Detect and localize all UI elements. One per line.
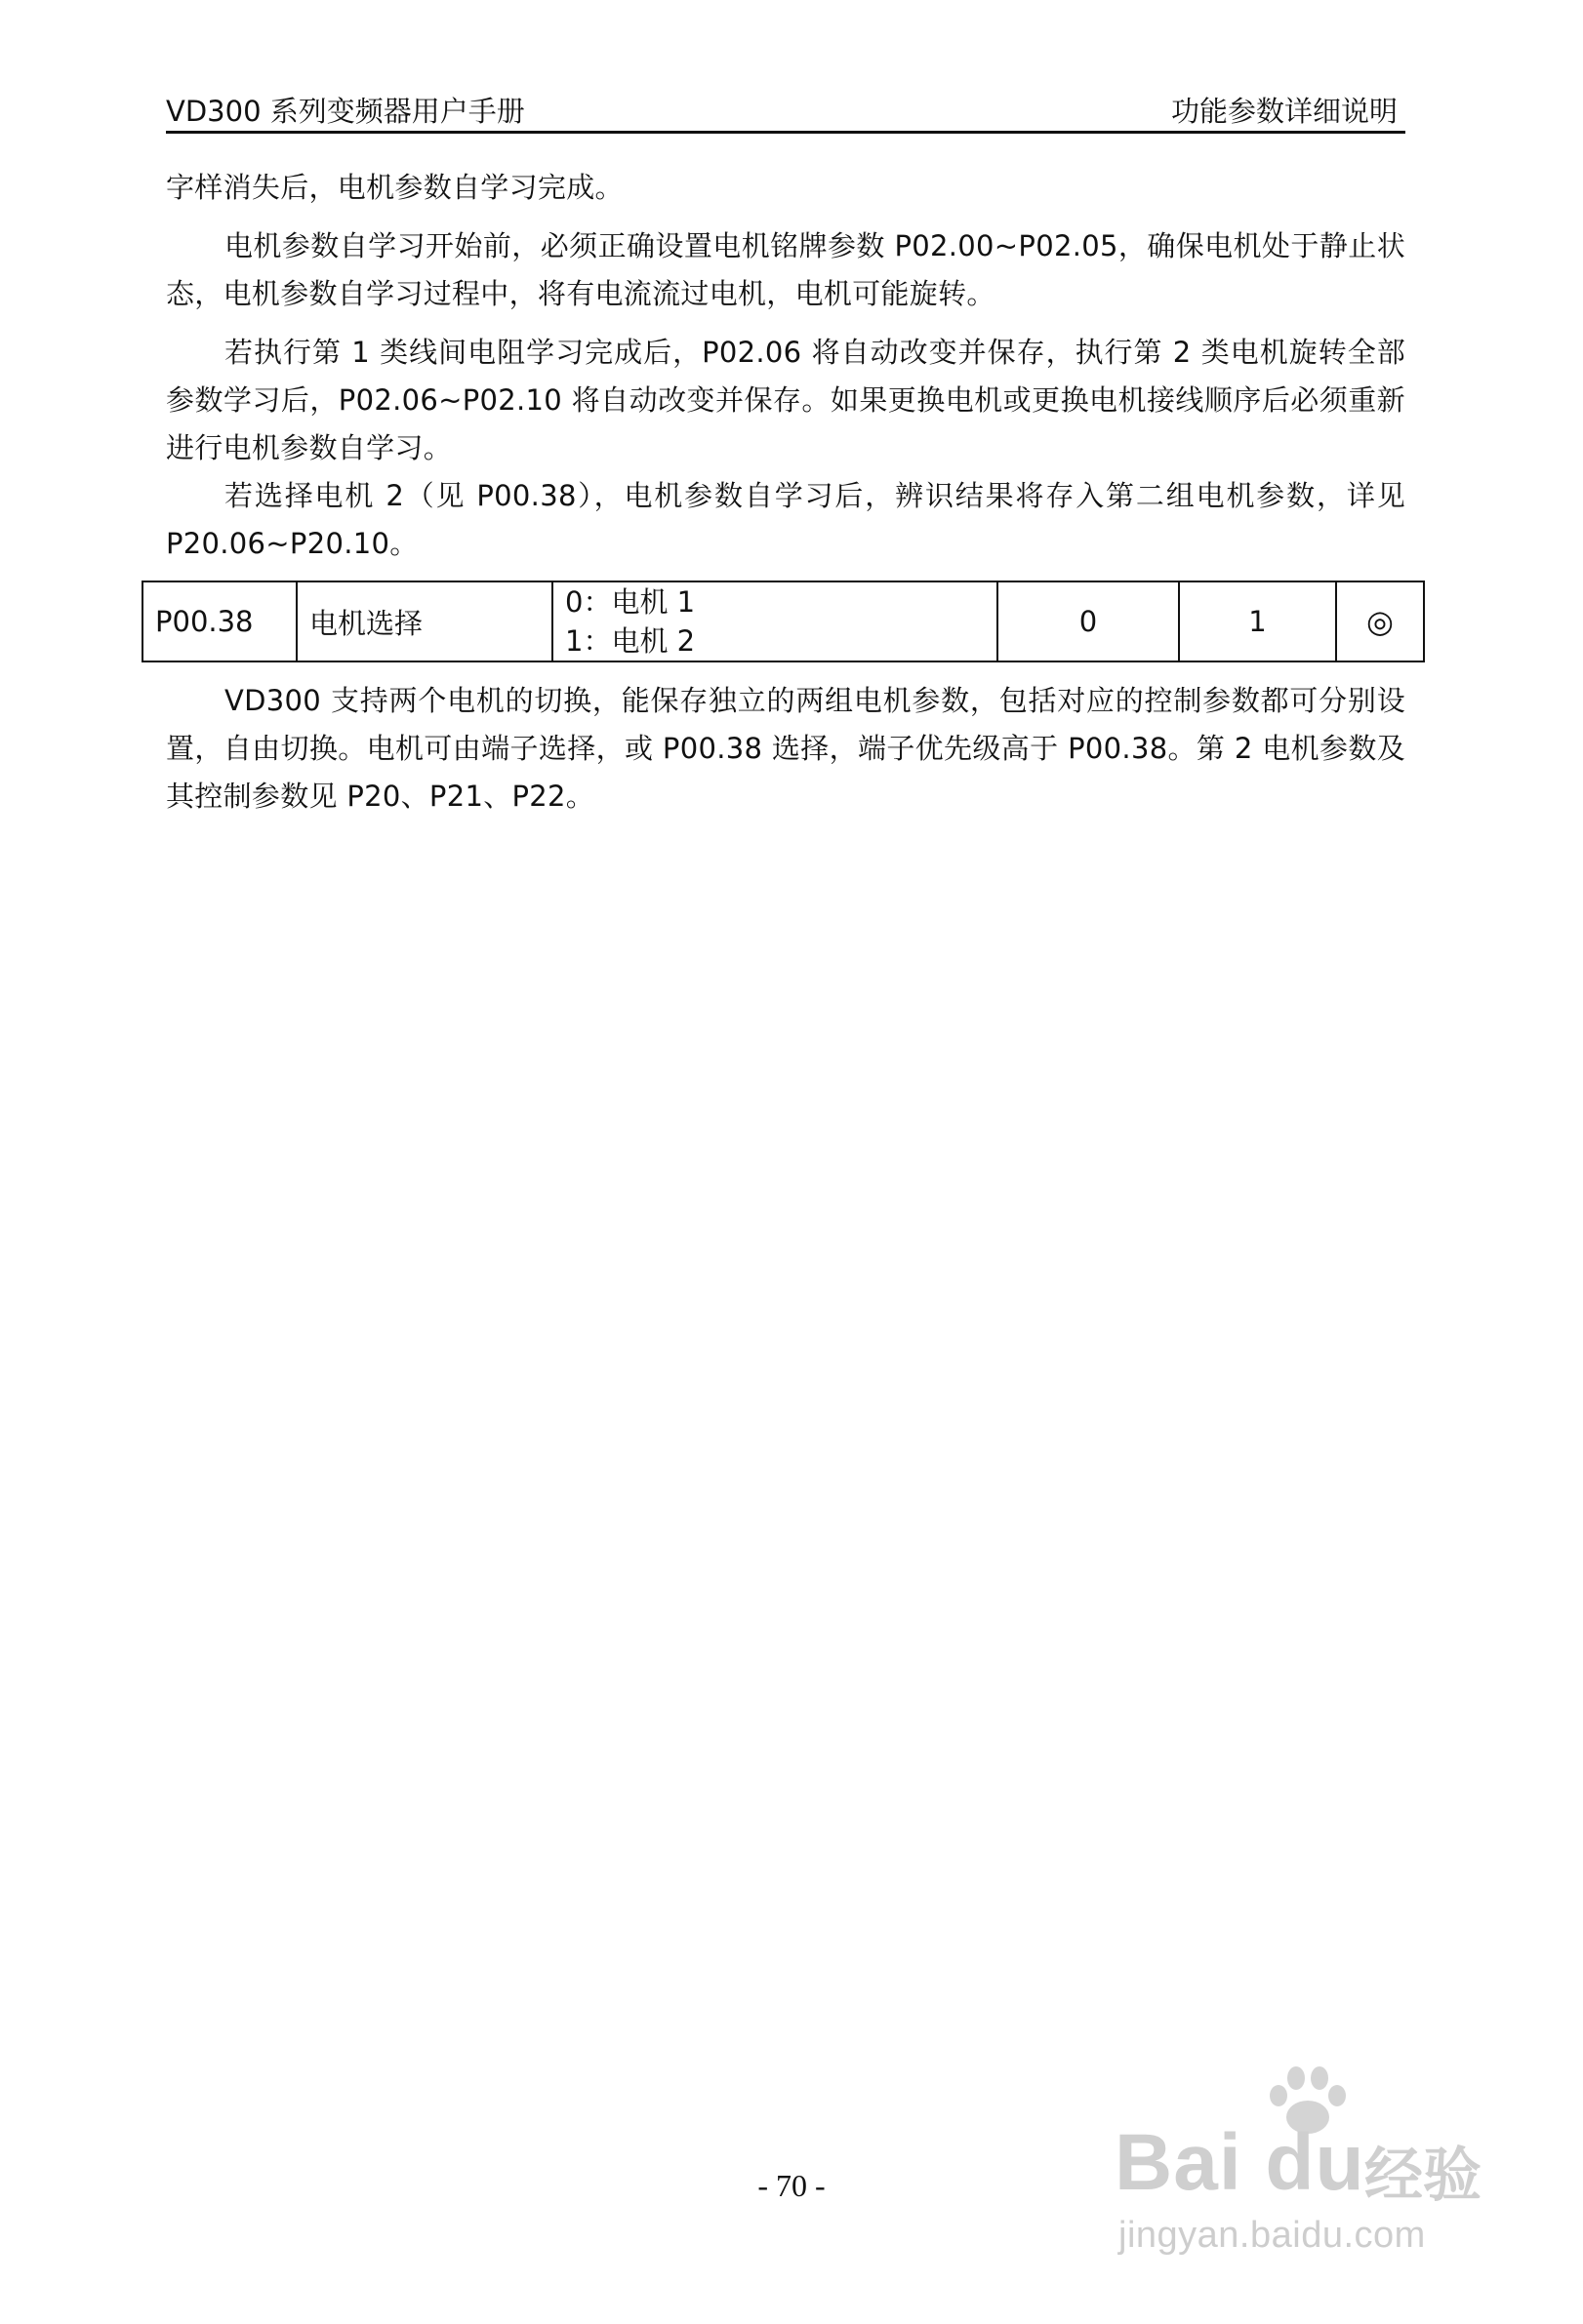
watermark-url: jingyan.baidu.com — [1118, 2215, 1426, 2256]
baidu-jingyan-watermark — [1113, 2061, 1513, 2256]
page-number: - 70 - — [757, 2168, 826, 2203]
param-attribute-cell: ◎ — [1336, 581, 1424, 661]
param-name-cell: 电机选择 — [297, 581, 552, 661]
watermark-brand-cn: 经验 — [1364, 2142, 1482, 2210]
param-value-cell: 1 — [1179, 581, 1336, 661]
paragraph-2: 电机参数自学习开始前，必须正确设置电机铭牌参数 P02.00~P02.05，确保电机处于静止状态，电机参数自学习过程中，将有电流流过电机，电机可能旋转。 — [166, 229, 1405, 310]
watermark-brand: Bai du — [1115, 2118, 1365, 2207]
paragraph-4: 若选择电机 2（见 P00.38），电机参数自学习后，辨识结果将存入第二组电机参数，详见 P20.06~P20.10。 — [166, 479, 1405, 560]
paragraph-5: VD300 支持两个电机的切换，能保存独立的两组电机参数，包括对应的控制参数都可分别设置，自由切换。电机可由端子选择，或 P00.38 选择，端子优先级高于 P00.38。第 2 电机参数及其控制参数见 P20、P21、P22。 — [166, 684, 1405, 813]
param-default-cell: 0 — [997, 581, 1179, 661]
param-code-cell: P00.38 — [142, 581, 297, 661]
header-section-title: 功能参数详细说明 — [1170, 95, 1398, 128]
parameter-table — [142, 581, 1425, 662]
param-options-cell — [552, 581, 997, 661]
paragraph-3: 若执行第 1 类线间电阻学习完成后，P02.06 将自动改变并保存，执行第 2 类电机旋转全部参数学习后，P02.06~P02.10 将自动改变并保存。如果更换电机或更换电机接线顺序后必须重新进行电机参数自学习。 — [166, 336, 1405, 464]
param-option: 1：电机 2 — [565, 624, 696, 658]
paragraph-1: 字样消失后，电机参数自学习完成。 — [166, 171, 624, 204]
param-option: 0：电机 1 — [565, 585, 696, 619]
page-header — [166, 84, 1405, 134]
header-manual-title: VD300 系列变频器用户手册 — [166, 95, 525, 128]
table-row — [142, 581, 1424, 661]
